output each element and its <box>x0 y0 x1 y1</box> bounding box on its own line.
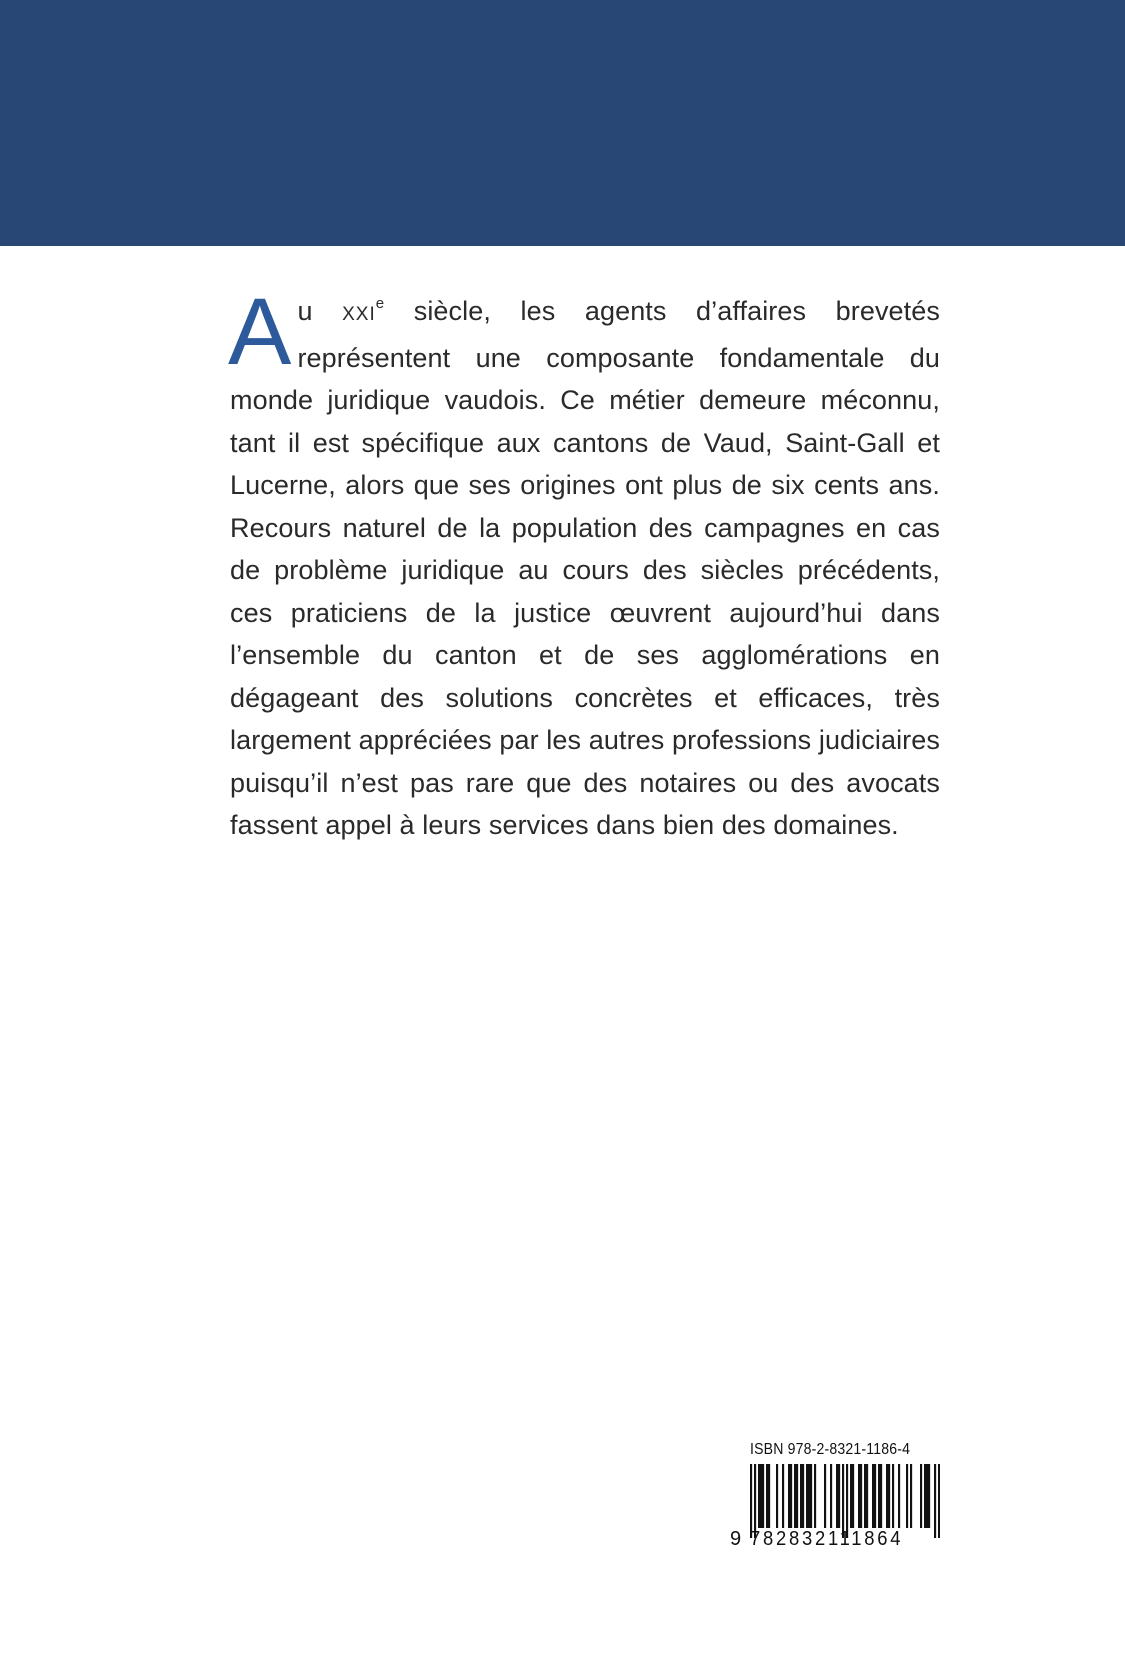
barcode-bar <box>808 1464 810 1528</box>
barcode-bar <box>768 1464 770 1528</box>
blurb-text: siècle, les agents d’affaires brevetés représentent une composante fondamentale du monde juridique vaudois. Ce métier demeure méconnu, tant il est spécifique aux cantons de Vaud, Saint-Gall et Lucerne, alors que ses origines ont plus de six cents ans. Recours naturel de la population des campagnes en cas de problème juridique au cours des siècles précédents, ces praticiens de la justice œuvrent aujourd’hui dans l’ensemble du canton et de ses agglomérations en dégageant des solutions concrètes et efficaces, très largement appréciées par les autres professions judiciaires puisqu’il n’est pas rare que des notaires ou des avocats fassent appel à leurs services dans bien des domaines. <box>230 296 940 840</box>
barcode-bar <box>836 1464 838 1528</box>
barcode-bar <box>846 1464 848 1538</box>
barcode-bar <box>872 1464 874 1528</box>
barcode-bar <box>910 1464 912 1528</box>
barcode-bar <box>842 1464 844 1538</box>
barcode-digits <box>730 1528 917 1551</box>
barcode-bar <box>874 1464 876 1528</box>
cover-top-band <box>0 0 1125 246</box>
barcode-bar <box>788 1464 790 1528</box>
barcode-bar <box>806 1464 808 1528</box>
barcode-bar <box>892 1464 894 1528</box>
barcode-bar <box>924 1464 926 1528</box>
barcode-lead-digit: 9 <box>730 1528 745 1550</box>
barcode-bar <box>800 1464 802 1528</box>
barcode-bar <box>802 1464 804 1528</box>
barcode-bar <box>878 1464 880 1528</box>
barcode-main-digits: 782832111864 <box>750 1528 904 1550</box>
barcode-bar <box>898 1464 900 1528</box>
back-cover-blurb <box>228 279 940 847</box>
barcode-bar <box>864 1464 866 1528</box>
barcode-bar <box>790 1464 792 1528</box>
barcode-icon <box>750 1464 940 1538</box>
barcode-bar <box>920 1464 922 1528</box>
isbn-barcode-block <box>720 1440 940 1550</box>
barcode-bar <box>766 1464 768 1528</box>
barcode-bar <box>938 1464 940 1538</box>
dropcap-letter: A <box>228 279 292 385</box>
barcode-bar <box>794 1464 796 1528</box>
barcode-bar <box>866 1464 868 1528</box>
barcode-bar <box>750 1464 752 1538</box>
barcode-bar <box>860 1464 862 1528</box>
barcode-bar <box>810 1464 812 1528</box>
barcode-bar <box>796 1464 798 1528</box>
barcode-bar <box>888 1464 890 1528</box>
barcode-bar <box>824 1464 826 1528</box>
barcode-bar <box>760 1464 762 1528</box>
barcode-bar <box>850 1464 852 1528</box>
isbn-label: ISBN 978-2-8321-1186-4 <box>750 1441 911 1458</box>
barcode-bar <box>928 1464 930 1528</box>
barcode-bar <box>762 1464 764 1528</box>
barcode-bar <box>934 1464 936 1538</box>
barcode-bar <box>906 1464 908 1528</box>
barcode-bar <box>926 1464 928 1528</box>
barcode-bar <box>754 1464 756 1538</box>
barcode-bar <box>886 1464 888 1528</box>
barcode-bar <box>858 1464 860 1528</box>
barcode-bar <box>782 1464 784 1528</box>
century-numeral: XXI <box>342 304 376 325</box>
barcode-bar <box>776 1464 778 1528</box>
barcode-bar <box>758 1464 760 1528</box>
barcode-bar <box>838 1464 840 1528</box>
barcode-bar <box>830 1464 832 1528</box>
barcode-bar <box>880 1464 882 1528</box>
century-superscript: e <box>375 295 385 312</box>
barcode-bar <box>814 1464 816 1528</box>
barcode-bar <box>852 1464 854 1528</box>
blurb-lead: u <box>297 296 343 326</box>
